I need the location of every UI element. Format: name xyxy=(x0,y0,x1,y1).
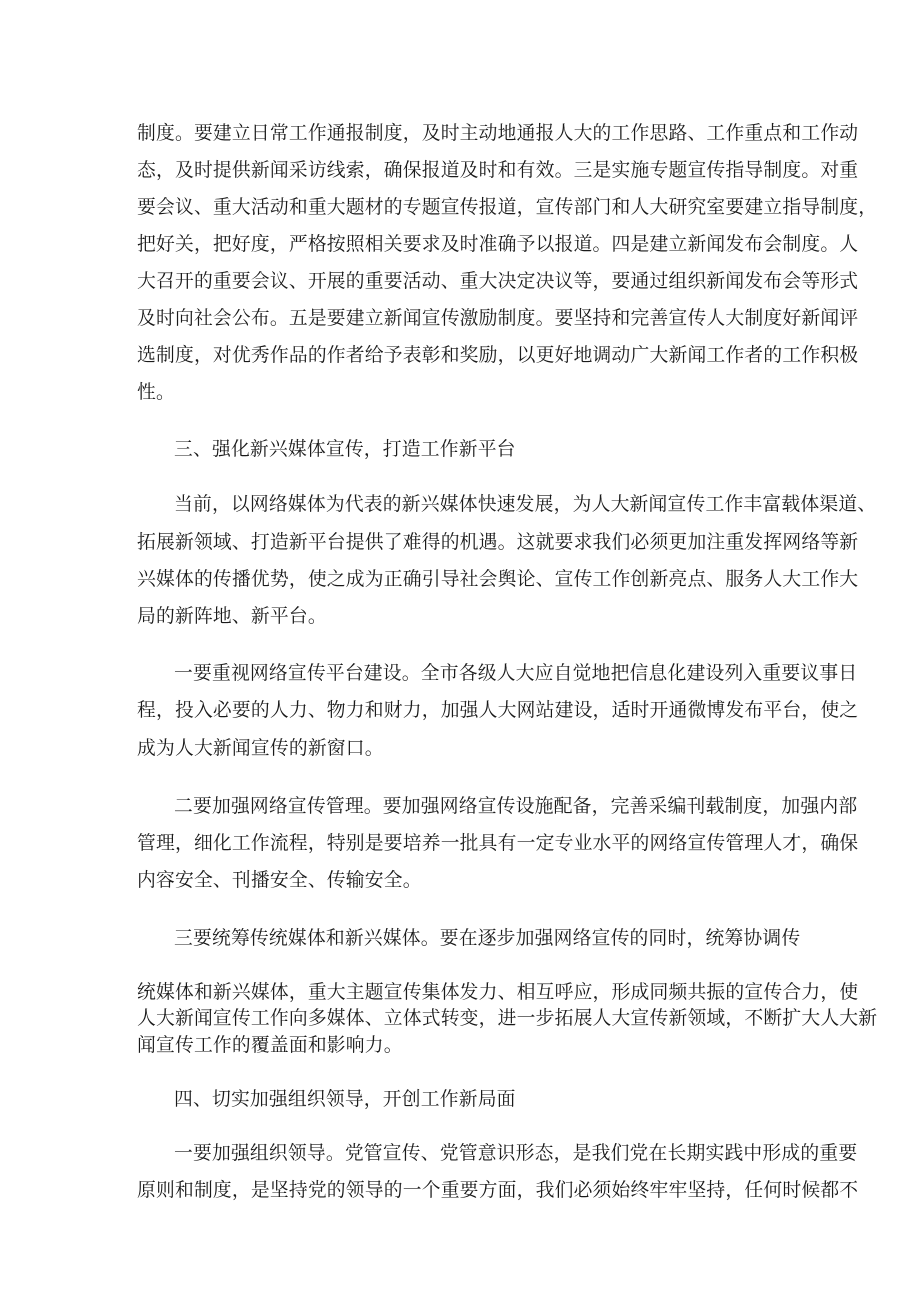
section-heading: 四、切实加强组织领导，开创工作新局面 xyxy=(174,1089,516,1110)
section-heading: 三、强化新兴媒体宣传，打造工作新平台 xyxy=(174,439,516,460)
text-line: 兴媒体的传播优势，使之成为正确引导社会舆论、宣传工作创新亮点、服务人大工作大 xyxy=(137,569,859,590)
text-line: 三要统筹传统媒体和新兴媒体。要在逐步加强网络宣传的同时，统筹协调传 xyxy=(174,928,801,949)
text-line: 大召开的重要会议、开展的重要活动、重大决定决议等，要通过组织新闻发布会等形式 xyxy=(137,271,859,292)
text-line: 态，及时提供新闻采访线索，确保报道及时和有效。三是实施专题宣传指导制度。对重 xyxy=(137,160,859,181)
text-line: 一要重视网络宣传平台建设。全市各级人大应自觉地把信息化建设列入重要议事日 xyxy=(174,663,858,684)
text-line: 内容安全、刊播安全、传输安全。 xyxy=(137,870,422,891)
text-line: 制度。要建立日常工作通报制度，及时主动地通报人大的工作思路、工作重点和工作动 xyxy=(137,123,859,144)
text-line: 原则和制度，是坚持党的领导的一个重要方面，我们必须始终牢牢坚持，任何时候都不 xyxy=(137,1180,859,1201)
text-line: 管理，细化工作流程，特别是要培养一批具有一定专业水平的网络宣传管理人才，确保 xyxy=(137,833,859,854)
text-line: 统媒体和新兴媒体，重大主题宣传集体发力、相互呼应，形成同频共振的宣传合力，使 xyxy=(137,982,859,1003)
text-line: 二要加强网络宣传管理。要加强网络宣传设施配备，完善采编刊载制度，加强内部 xyxy=(174,796,858,817)
text-line: 程，投入必要的人力、物力和财力，加强人大网站建设，适时开通微博发布平台，使之 xyxy=(137,700,859,721)
text-line: 及时向社会公布。五是要建立新闻宣传激励制度。要坚持和完善宣传人大制度好新闻评 xyxy=(137,308,859,329)
text-line: 闻宣传工作的覆盖面和影响力。 xyxy=(137,1035,403,1056)
text-line: 当前，以网络媒体为代表的新兴媒体快速发展，为人大新闻宣传工作丰富载体渠道、 xyxy=(174,494,877,515)
text-line: 局的新阵地、新平台。 xyxy=(137,606,327,627)
text-line: 要会议、重大活动和重大题材的专题宣传报道，宣传部门和人大研究室要建立指导制度， xyxy=(137,197,878,218)
text-line: 成为人大新闻宣传的新窗口。 xyxy=(137,738,384,759)
text-line: 一要加强组织领导。党管宣传、党管意识形态，是我们党在长期实践中形成的重要 xyxy=(174,1143,858,1164)
text-line: 性。 xyxy=(137,382,175,403)
text-line: 拓展新领域、打造新平台提供了难得的机遇。这就要求我们必须更加注重发挥网络等新 xyxy=(137,532,859,553)
text-line: 选制度，对优秀作品的作者给予表彰和奖励，以更好地调动广大新闻工作者的工作积极 xyxy=(137,345,859,366)
text-line: 把好关，把好度，严格按照相关要求及时准确予以报道。四是建立新闻发布会制度。人 xyxy=(137,234,859,255)
text-line: 人大新闻宣传工作向多媒体、立体式转变，进一步拓展人大宣传新领域，不断扩大人大新 xyxy=(137,1008,878,1029)
